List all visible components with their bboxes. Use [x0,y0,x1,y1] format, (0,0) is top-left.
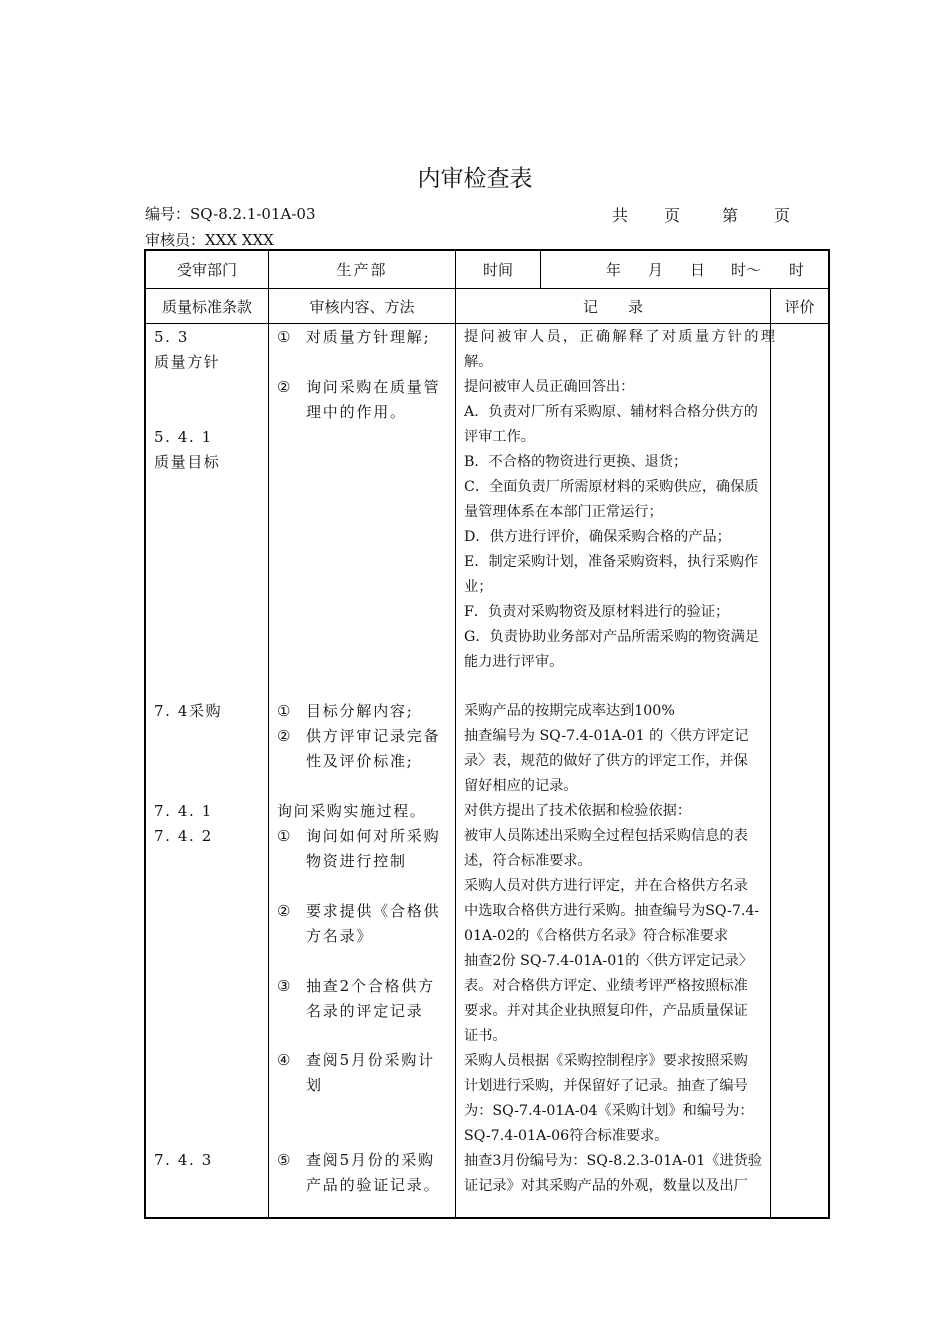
page-current-unit: 页 [774,206,791,225]
dept-label: 受审部门 [176,261,237,279]
column-divider [455,249,456,1219]
table-border-left [144,249,146,1219]
time-year: 年 [606,261,622,279]
record-line: B．不合格的物资进行更换、退货； [464,454,688,470]
records-block-2 [464,699,762,1199]
record-line: 抽查2份 SQ-7.4-01A-01的〈供方评定记录〉 [464,953,753,969]
time-month: 月 [648,261,664,279]
record-line: 为：SQ-7.4-01A-04《采购计划》和编号为： [464,1103,754,1119]
record-line: C．全面负责厂所需原材料的采购供应，确保质 [464,479,759,495]
record-line: 解。 [464,354,493,370]
record-line: 证书。 [464,1028,507,1044]
clause-7-4-purchasing: 7. 4采购 [154,702,223,720]
page-title: 内审检查表 [417,166,533,192]
record-line: G．负责协助业务部对产品所需采购的物资满足 [464,629,760,645]
record-line: 提问被审人员正确回答出： [464,379,635,395]
time-label: 时间 [482,261,513,279]
records-block-1 [464,325,777,675]
record-line: 采购人员对供方进行评定，并在合格供方名录 [464,878,748,894]
page-total-unit: 页 [664,206,681,225]
clause-5-4-1: 5. 4. 1 [154,428,213,446]
record-line: 述，符合标准要求。 [464,853,592,869]
time-hour-from: 时～ [731,261,762,279]
record-line: 对供方提出了技术依据和检验依据： [464,803,692,819]
time-hour-to: 时 [789,261,805,279]
column-header-evaluation: 评价 [784,298,815,316]
column-header-record: 记 录 [582,298,643,316]
time-day: 日 [690,261,706,279]
clause-7-4-3: 7. 4. 3 [154,1151,213,1169]
record-line: 提问被审人员，正确解释了对质量方针的理 [464,329,778,345]
method-item: 询问采购实施过程。 [277,802,427,820]
record-line: 录〉表，规范的做好了供方的评定工作，并保 [464,753,748,769]
page-counter [612,203,802,225]
table-border-right [828,249,830,1219]
record-line: SQ-7.4-01A-06符合标准要求。 [464,1128,669,1144]
record-line: 能力进行评审。 [464,654,564,670]
row-divider [144,288,830,289]
clause-7-4-1: 7. 4. 1 [154,802,213,820]
record-line: 评审工作。 [464,429,535,445]
record-line: A．负责对厂所有采购原、辅材料合格分供方的 [464,404,758,420]
column-header-clause: 质量标准条款 [161,298,252,316]
record-line: 量管理体系在本部门正常运行； [464,504,663,520]
clause-5-3: 5. 3 [154,328,190,346]
column-divider [540,249,541,288]
record-line: 被审人员陈述出采购全过程包括采购信息的表 [464,828,748,844]
record-line: 表。对合格供方评定、业绩考评严格按照标准 [464,978,748,994]
record-line: 要求。并对其企业执照复印件，产品质量保证 [464,1003,748,1019]
record-line: 01A-02的《合格供方名录》符合标准要求 [464,928,728,944]
page-total-label: 共 [612,206,629,225]
table-border-top [144,249,830,251]
column-divider [268,249,269,1219]
record-line: 抽查编号为 SQ-7.4-01A-01 的〈供方评定记 [464,728,749,744]
record-line: 业； [464,579,493,595]
record-line: 采购人员根据《采购控制程序》要求按照采购 [464,1053,748,1069]
dept-value: 生产部 [336,261,388,279]
clause-7-4-2: 7. 4. 2 [154,827,213,845]
record-line: 证记录》对其采购产品的外观，数量以及出厂 [464,1178,748,1194]
record-line: 抽查3月份编号为：SQ-8.2.3-01A-01《进货验 [464,1153,762,1169]
record-line: F．负责对采购物资及原材料进行的验证； [464,604,730,620]
record-line: E．制定采购计划，准备采购资料，执行采购作 [464,554,759,570]
record-line: 采购产品的按期完成率达到100% [464,703,675,719]
record-line: 计划进行采购，并保留好了记录。抽查了编号 [464,1078,748,1094]
table-border-bottom [144,1217,830,1219]
page-current-label: 第 [722,206,739,225]
document-number: 编号：SQ-8.2.1-01A-03 [145,205,316,223]
record-line: 留好相应的记录。 [464,778,578,794]
clause-quality-policy: 质量方针 [154,353,221,371]
record-line: D．供方进行评价，确保采购合格的产品； [464,529,731,545]
auditor-name: 审核员：XXX XXX [145,231,274,249]
record-line: 中选取合格供方进行采购。抽查编号为SQ-7.4- [464,903,760,919]
column-header-method: 审核内容、方法 [309,298,415,316]
row-divider [144,323,830,324]
clause-quality-objective: 质量目标 [154,453,221,471]
